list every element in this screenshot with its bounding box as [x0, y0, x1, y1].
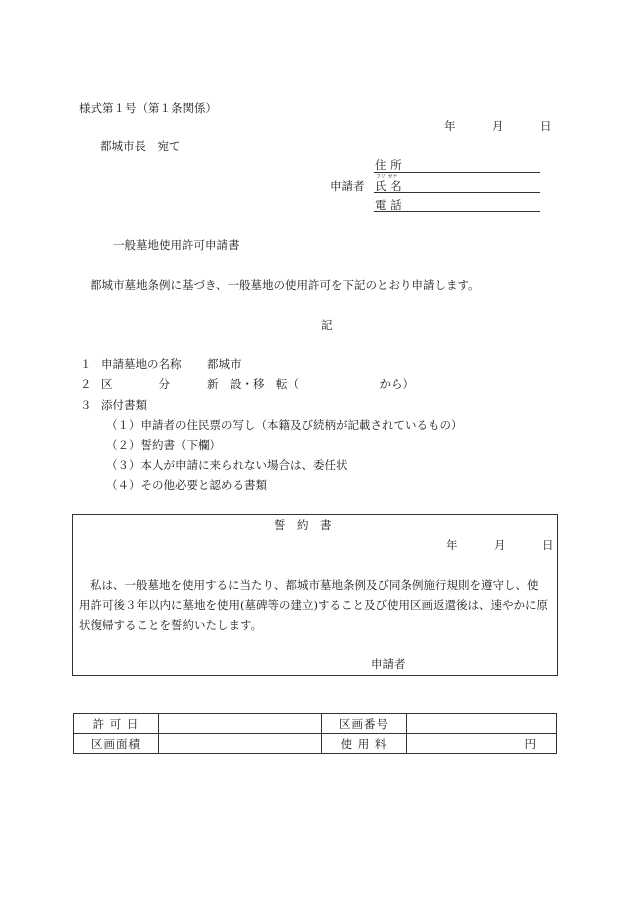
item-label: 区 分 [101, 377, 170, 391]
table-row [74, 714, 557, 734]
usage-fee-label: 使 用 料 [322, 734, 407, 754]
pledge-applicant-label: 申請者 [371, 657, 406, 671]
name-label: 氏 名 [375, 179, 402, 193]
pledge-month-label: 月 [494, 538, 506, 552]
date-year-label: 年 [444, 119, 456, 133]
pledge-title: 誓 約 書 [274, 518, 332, 532]
item-value: 都城市 [207, 357, 242, 371]
pledge-box [72, 514, 558, 676]
plot-number-cell [407, 714, 557, 734]
item-number: ２ [80, 377, 92, 391]
attachment-item: （２）誓約書（下欄） [106, 438, 221, 452]
form-number: 様式第１号（第１条関係） [79, 101, 217, 115]
plot-number-label: 区画番号 [322, 714, 407, 734]
item-number: １ [80, 357, 92, 371]
address-label: 住 所 [375, 158, 402, 172]
date-month-label: 月 [492, 119, 504, 133]
permit-date-label: 許 可 日 [74, 714, 159, 734]
item-label: 添付書類 [101, 398, 147, 412]
permit-date-cell [159, 714, 322, 734]
applicant-label: 申請者 [330, 179, 365, 193]
table-row [74, 734, 557, 754]
attachment-item: （１）申請者の住民票の写し（本籍及び続柄が記載されているもの） [106, 418, 463, 432]
pledge-body-line: 私は、一般墓地を使用するに当たり、都城市墓地条例及び同条例施行規則を遵守し、使 [90, 578, 539, 592]
plot-area-label: 区画面積 [74, 734, 159, 754]
pledge-body-line: 用許可後３年以内に墓地を使用(墓碑等の建立)すること及び使用区画返還後は、速やかに原 [79, 598, 548, 612]
ki-heading: 記 [321, 318, 333, 332]
intro-text: 都城市墓地条例に基づき、一般墓地の使用許可を下記のとおり申請します。 [90, 278, 480, 292]
pledge-day-label: 日 [542, 538, 554, 552]
item-label: 申請墓地の名称 [101, 357, 182, 371]
item-value: 新 設・移 転（ から） [207, 377, 414, 391]
addressee: 都城市長 宛て [100, 139, 181, 153]
document-title: 一般墓地使用許可申請書 [113, 238, 240, 252]
usage-fee-cell: 円 [407, 734, 557, 754]
plot-area-cell [159, 734, 322, 754]
phone-label: 電 話 [375, 198, 402, 212]
pledge-year-label: 年 [446, 538, 458, 552]
name-ruby: フリ ガナ [376, 174, 398, 180]
attachment-item: （３）本人が申請に来られない場合は、委任状 [106, 458, 348, 472]
name-line [374, 192, 540, 193]
office-use-table [73, 713, 557, 754]
attachment-item: （４）その他必要と認める書類 [106, 478, 267, 492]
pledge-body-line: 状復帰することを誓約いたします。 [79, 618, 263, 632]
phone-line [374, 211, 540, 212]
item-number: ３ [80, 398, 92, 412]
address-line [374, 172, 540, 173]
date-day-label: 日 [540, 119, 552, 133]
